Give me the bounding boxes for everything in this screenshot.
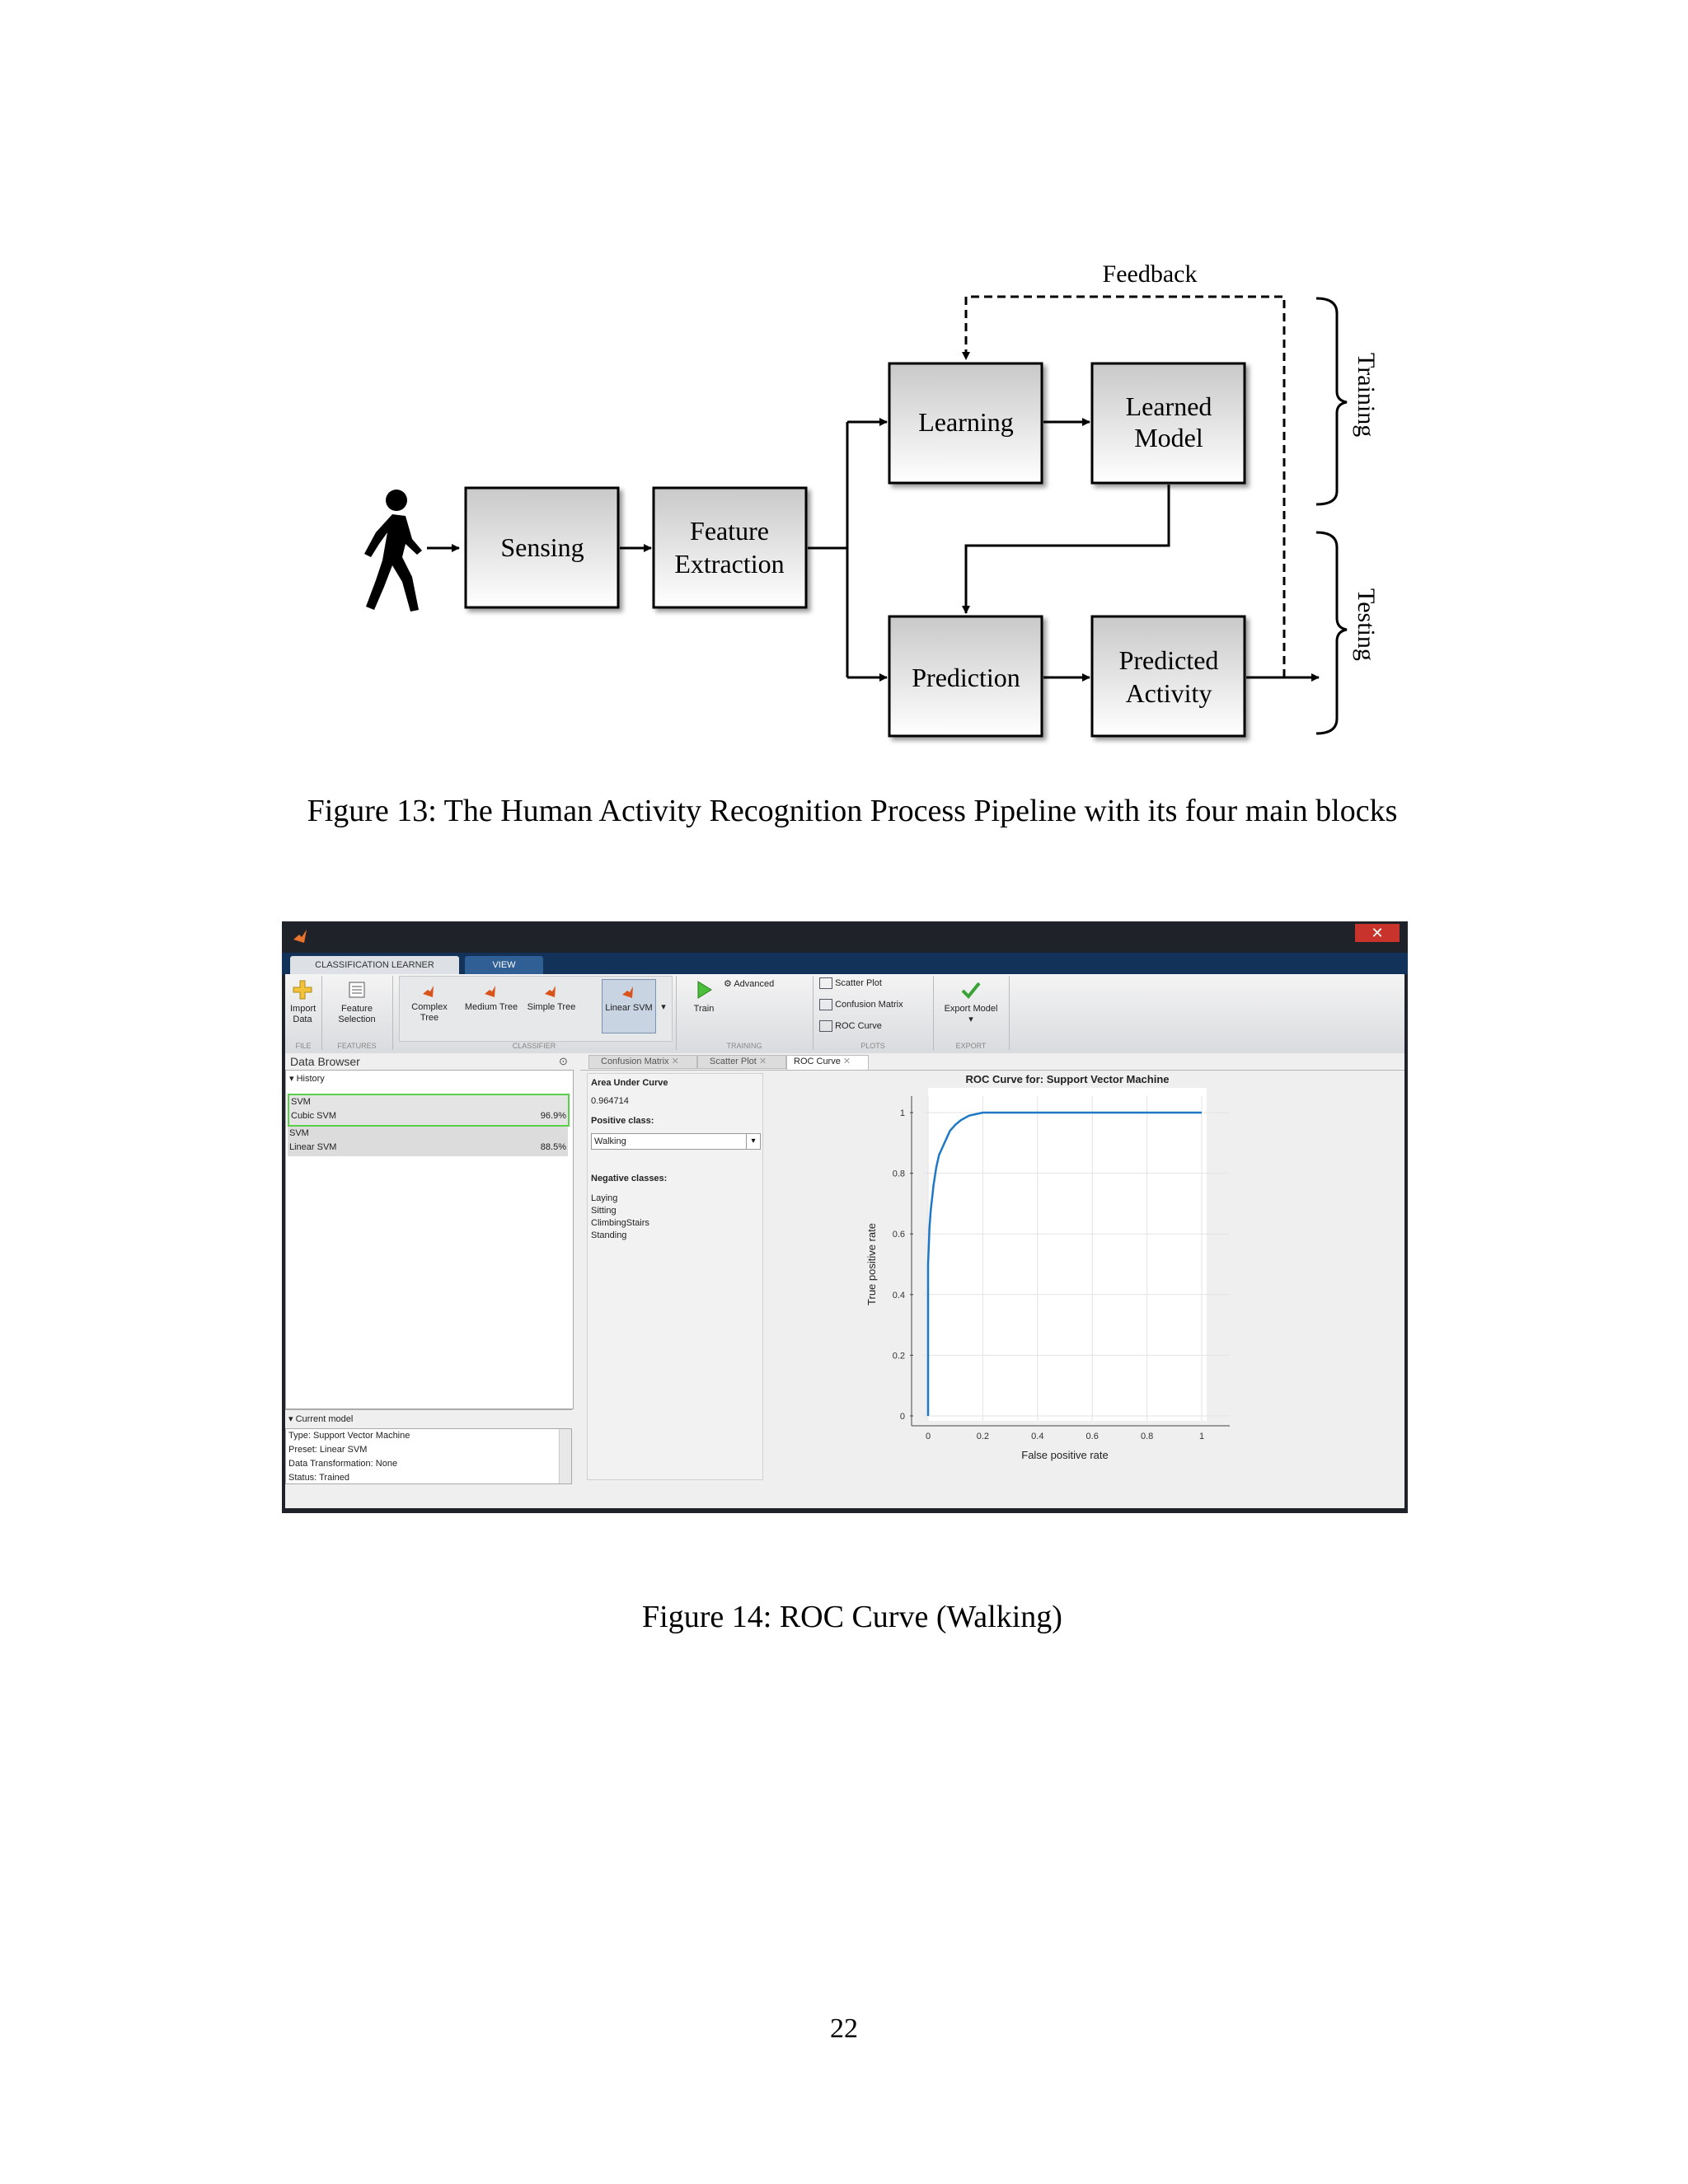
- ribbon-separator: [321, 976, 322, 1050]
- history-item-accuracy: 96.9%: [540, 1111, 566, 1121]
- import-data-button[interactable]: [290, 979, 315, 1025]
- matlab-membrane-icon: [621, 985, 637, 1000]
- ribbon-separator: [1009, 976, 1010, 1050]
- history-item-name: Cubic SVM: [291, 1111, 337, 1121]
- learning-block: [889, 363, 1042, 483]
- prediction-label: Prediction: [912, 663, 1020, 692]
- history-item-accuracy: 88.5%: [540, 1142, 566, 1152]
- roc-curve-button[interactable]: [819, 1020, 926, 1032]
- chart-title: ROC Curve for: Support Vector Machine: [965, 1073, 1170, 1085]
- close-icon[interactable]: ✕: [671, 1057, 679, 1066]
- y-tick-label: 0.4: [892, 1290, 905, 1301]
- data-browser-title: Data Browser: [290, 1055, 360, 1068]
- ribbon-separator: [813, 976, 814, 1050]
- x-axis-label: False positive rate: [1021, 1449, 1109, 1461]
- import-data-label-2: Data: [293, 1015, 312, 1024]
- tab-classification-learner[interactable]: CLASSIFICATION LEARNER: [290, 956, 459, 974]
- advanced-label: Advanced: [734, 979, 775, 989]
- section-file: FILE: [295, 1042, 312, 1050]
- learned-model-block: [1092, 363, 1245, 483]
- training-brace: [1316, 298, 1347, 504]
- medium-tree-label: Medium Tree: [464, 1002, 518, 1012]
- current-model-section: [285, 1409, 572, 1484]
- y-tick-label: 1: [899, 1108, 905, 1118]
- walking-person-icon: [364, 490, 422, 612]
- y-tick-label: 0.8: [892, 1169, 905, 1179]
- history-section: [285, 1070, 574, 1409]
- matlab-membrane-icon: [483, 984, 499, 999]
- section-export: EXPORT: [955, 1042, 987, 1050]
- history-item-type: SVM: [291, 1097, 311, 1107]
- split-connector: [808, 422, 847, 677]
- tab-view[interactable]: VIEW: [465, 956, 543, 974]
- current-model-details: [285, 1428, 572, 1484]
- advanced-button[interactable]: [724, 979, 790, 990]
- gallery-expand-icon[interactable]: ▾: [661, 1002, 666, 1012]
- sensing-label: Sensing: [500, 532, 584, 562]
- export-model-button[interactable]: [938, 979, 1004, 1025]
- confusion-matrix-label: Confusion Matrix: [835, 999, 903, 1010]
- section-training: TRAINING: [726, 1042, 762, 1050]
- predicted-activity-label-2: Activity: [1125, 678, 1212, 708]
- negative-class-item: Standing: [591, 1230, 627, 1240]
- x-tick-label: 1: [1198, 1432, 1205, 1441]
- history-item-type: SVM: [289, 1128, 309, 1138]
- feedback-label: Feedback: [1102, 260, 1198, 288]
- x-tick-label: 0.4: [1031, 1432, 1044, 1441]
- testing-label: Testing: [1353, 588, 1380, 661]
- linear-svm-button[interactable]: [602, 979, 656, 1033]
- plot-tab-strip: [580, 1053, 1404, 1071]
- negative-class-item: Laying: [591, 1193, 618, 1203]
- data-browser-menu-icon[interactable]: ⊙: [559, 1055, 568, 1067]
- y-axis-label: True positive rate: [865, 1223, 878, 1305]
- linear-svm-label: Linear SVM: [605, 1003, 653, 1013]
- close-button[interactable]: ✕: [1355, 924, 1400, 942]
- history-item[interactable]: [288, 1094, 570, 1127]
- chevron-down-icon: ▾: [746, 1134, 760, 1149]
- work-area: [285, 1053, 1404, 1508]
- roc-curve-label: ROC Curve: [835, 1020, 882, 1031]
- page-number: 22: [830, 2013, 858, 2044]
- section-features: FEATURES: [337, 1042, 377, 1050]
- checkmark-icon: [960, 979, 982, 1001]
- positive-class-label: Positive class:: [591, 1116, 654, 1126]
- history-label: History: [296, 1074, 325, 1084]
- model-status: Status: Trained: [288, 1473, 349, 1483]
- matlab-logo-icon: [292, 928, 308, 944]
- tab-scatter-plot[interactable]: Scatter Plot ✕: [697, 1055, 786, 1069]
- matlab-membrane-icon: [421, 984, 438, 999]
- positive-class-value: Walking: [594, 1137, 626, 1146]
- import-data-label-1: Import: [290, 1004, 316, 1014]
- scatter-plot-label: Scatter Plot: [835, 977, 882, 988]
- x-tick-label: 0: [925, 1432, 931, 1441]
- negative-classes-label: Negative classes:: [591, 1174, 668, 1183]
- x-tick-label: 0.6: [1085, 1432, 1099, 1441]
- chevron-down-icon: ▾: [968, 1015, 973, 1024]
- play-icon: [693, 979, 715, 1001]
- classification-learner-window: [282, 921, 1408, 1513]
- predicted-activity-block: [1092, 616, 1245, 736]
- gear-icon: ⚙: [724, 979, 732, 989]
- y-tick-label: 0.6: [892, 1230, 905, 1240]
- negative-class-item: ClimbingStairs: [591, 1218, 649, 1228]
- prediction-block: [889, 616, 1042, 736]
- history-item-name: Linear SVM: [289, 1142, 337, 1152]
- feature-extraction-label-2: Extraction: [674, 549, 785, 579]
- ribbon-separator: [933, 976, 934, 1050]
- auc-label: Area Under Curve: [591, 1078, 668, 1088]
- y-tick-label: 0: [899, 1412, 905, 1422]
- complex-tree-button[interactable]: [401, 984, 458, 1024]
- section-plots: PLOTS: [860, 1042, 885, 1050]
- feature-selection-icon: [346, 979, 368, 1001]
- ribbon-separator: [676, 976, 677, 1050]
- close-icon[interactable]: ✕: [758, 1057, 767, 1066]
- x-tick-label: 0.2: [976, 1432, 990, 1441]
- scrollbar[interactable]: [559, 1429, 571, 1483]
- model-to-prediction-connector: [966, 485, 1169, 613]
- plot-area-bg: [928, 1088, 1207, 1421]
- y-tick-label: 0.2: [892, 1351, 905, 1361]
- ribbon: [285, 974, 1404, 1053]
- table-icon: [819, 1020, 832, 1032]
- close-icon[interactable]: ✕: [842, 1057, 851, 1066]
- train-label: Train: [693, 1004, 715, 1014]
- sensing-block: [466, 488, 618, 607]
- x-tick-label: 0.8: [1140, 1432, 1154, 1441]
- table-icon: [819, 999, 832, 1010]
- figure-14-caption: Figure 14: ROC Curve (Walking): [642, 1600, 1062, 1634]
- table-icon: [819, 977, 832, 989]
- figure-13-caption: Figure 13: The Human Activity Recognition Process Pipeline with its four main blocks: [307, 794, 1398, 828]
- feature-extraction-block: [654, 488, 806, 607]
- tab-roc-curve[interactable]: ROC Curve ✕: [786, 1055, 869, 1070]
- feature-selection-label-2: Selection: [338, 1015, 376, 1024]
- ribbon-tabs: [282, 953, 1408, 974]
- roc-chart: [846, 1071, 1390, 1483]
- history-item[interactable]: [288, 1127, 568, 1156]
- positive-class-select[interactable]: [591, 1133, 761, 1150]
- learned-model-label-2: Model: [1134, 423, 1203, 452]
- complex-tree-label-1: Complex: [411, 1002, 448, 1012]
- model-type: Type: Support Vector Machine: [288, 1431, 410, 1441]
- history-header[interactable]: ▾ History: [289, 1074, 325, 1084]
- learned-model-label-1: Learned: [1125, 391, 1212, 421]
- current-model-label: Current model: [295, 1414, 354, 1424]
- roc-options-panel: [587, 1073, 763, 1480]
- tab-confusion-matrix[interactable]: Confusion Matrix ✕: [588, 1055, 697, 1069]
- medium-tree-button[interactable]: [462, 984, 521, 1013]
- negative-class-item: Sitting: [591, 1206, 617, 1216]
- section-classifier: CLASSIFIER: [512, 1042, 556, 1050]
- pipeline-diagram: [330, 247, 1418, 750]
- feature-selection-label-1: Feature: [341, 1004, 373, 1014]
- negative-classes-list: [591, 1193, 649, 1242]
- feature-selection-button[interactable]: [328, 979, 386, 1025]
- auc-value: 0.964714: [591, 1096, 629, 1106]
- current-model-header[interactable]: ▾ Current model: [288, 1414, 354, 1424]
- simple-tree-button[interactable]: [523, 984, 580, 1013]
- training-label: Training: [1353, 353, 1380, 438]
- confusion-matrix-button[interactable]: [819, 999, 926, 1010]
- simple-tree-label: Simple Tree: [527, 1002, 576, 1012]
- testing-brace: [1316, 532, 1347, 733]
- export-model-label: Export Model: [944, 1004, 998, 1014]
- complex-tree-label-2: Tree: [420, 1013, 439, 1023]
- data-browser-panel: [285, 1053, 575, 1508]
- import-plus-icon: [292, 979, 313, 1001]
- feature-extraction-label-1: Feature: [690, 516, 769, 546]
- scatter-plot-button[interactable]: [819, 977, 926, 989]
- matlab-membrane-icon: [543, 984, 560, 999]
- model-preset: Preset: Linear SVM: [288, 1445, 368, 1455]
- learning-label: Learning: [918, 407, 1014, 437]
- ribbon-separator: [392, 976, 393, 1050]
- predicted-activity-label-1: Predicted: [1118, 645, 1219, 675]
- title-bar: [282, 921, 1408, 953]
- model-transformation: Data Transformation: None: [288, 1459, 398, 1469]
- train-button[interactable]: [687, 979, 720, 1015]
